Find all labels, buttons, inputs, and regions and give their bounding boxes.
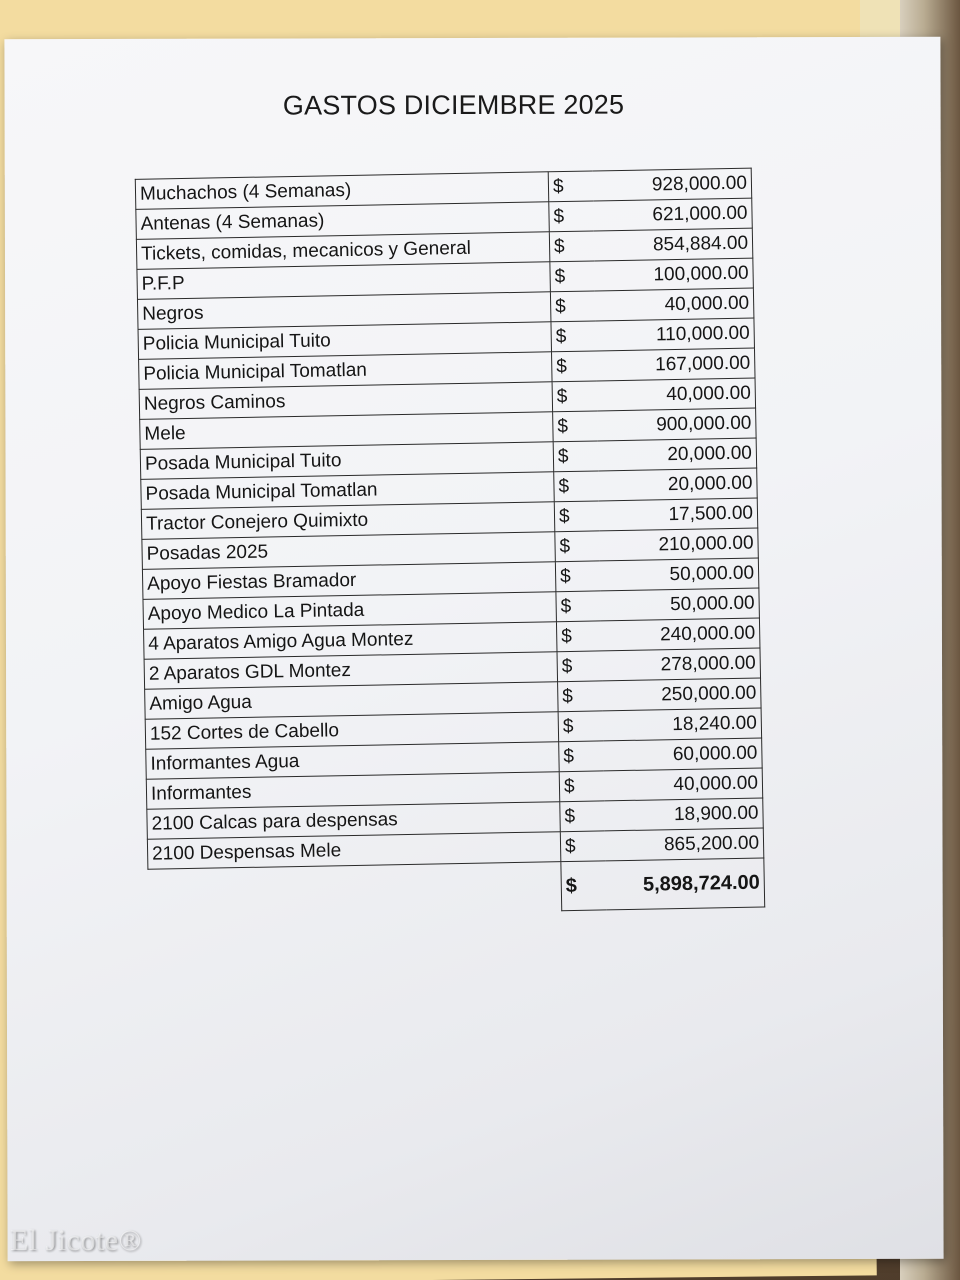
expense-amount: 278,000.00 [601, 648, 760, 681]
currency-symbol: $ [558, 711, 603, 742]
folder-tab [860, 0, 900, 40]
expense-concept: P.F.P [137, 262, 550, 300]
currency-symbol: $ [552, 381, 597, 412]
expense-concept: Amigo Agua [145, 682, 558, 720]
expense-concept: Informantes [146, 772, 559, 810]
expense-amount: 210,000.00 [599, 528, 758, 561]
expense-concept: Policia Municipal Tuito [138, 322, 551, 360]
currency-symbol: $ [550, 291, 595, 322]
expense-amount: 110,000.00 [595, 318, 754, 351]
expense-amount: 240,000.00 [601, 618, 760, 651]
expense-concept: Negros Caminos [139, 382, 552, 420]
expense-amount: 18,900.00 [604, 798, 763, 831]
expense-concept: Informantes Agua [146, 742, 559, 780]
currency-symbol: $ [556, 591, 601, 622]
expense-table [135, 168, 765, 919]
expense-concept: Tickets, comidas, mecanicos y General [136, 232, 549, 270]
currency-symbol: $ [549, 231, 594, 262]
expense-concept: Negros [137, 292, 550, 330]
expense-amount: 250,000.00 [602, 678, 761, 711]
expense-concept: Posada Municipal Tomatlan [141, 472, 554, 510]
currency-symbol: $ [551, 321, 596, 352]
expense-concept: Antenas (4 Semanas) [136, 202, 549, 240]
total-amount: 5,898,724.00 [605, 858, 764, 910]
currency-symbol: $ [548, 171, 593, 202]
expense-amount: 50,000.00 [600, 558, 759, 591]
total-currency-symbol: $ [561, 861, 606, 911]
currency-symbol: $ [559, 771, 604, 802]
currency-symbol: $ [555, 531, 600, 562]
currency-symbol: $ [552, 351, 597, 382]
expense-concept: Mele [140, 412, 553, 450]
currency-symbol: $ [550, 261, 595, 292]
expense-amount: 50,000.00 [600, 588, 759, 621]
expense-concept: 2100 Despensas Mele [147, 832, 560, 870]
expense-concept: 2 Aparatos GDL Montez [144, 652, 557, 690]
total-spacer [148, 862, 562, 919]
expense-amount: 928,000.00 [593, 168, 752, 201]
expense-amount: 40,000.00 [604, 768, 763, 801]
expense-table-wrapper [135, 168, 760, 919]
currency-symbol: $ [554, 501, 599, 532]
currency-symbol: $ [555, 561, 600, 592]
expense-amount: 900,000.00 [597, 408, 756, 441]
expense-amount: 854,884.00 [594, 228, 753, 261]
currency-symbol: $ [560, 831, 605, 862]
expense-concept: 152 Cortes de Cabello [145, 712, 558, 750]
expense-concept: Muchachos (4 Semanas) [135, 172, 548, 210]
expense-amount: 40,000.00 [595, 288, 754, 321]
expense-amount: 621,000.00 [593, 198, 752, 231]
currency-symbol: $ [558, 681, 603, 712]
expense-sheet [4, 37, 943, 1261]
currency-symbol: $ [559, 741, 604, 772]
expense-amount: 167,000.00 [596, 348, 755, 381]
watermark-logo: El Jicote® [10, 1224, 142, 1257]
expense-concept: Tractor Conejero Quimixto [141, 502, 554, 540]
currency-symbol: $ [557, 651, 602, 682]
expense-amount: 40,000.00 [597, 378, 756, 411]
expense-concept: 2100 Calcas para despensas [147, 802, 560, 840]
expense-amount: 18,240.00 [603, 708, 762, 741]
expense-concept: 4 Aparatos Amigo Agua Montez [144, 622, 557, 660]
expense-amount: 20,000.00 [598, 438, 757, 471]
expense-amount: 17,500.00 [599, 498, 758, 531]
expense-amount: 100,000.00 [594, 258, 753, 291]
expense-amount: 865,200.00 [605, 828, 764, 861]
expense-concept: Apoyo Medico La Pintada [143, 592, 556, 630]
expense-concept: Posadas 2025 [142, 532, 555, 570]
expense-amount: 20,000.00 [598, 468, 757, 501]
currency-symbol: $ [549, 201, 594, 232]
currency-symbol: $ [554, 471, 599, 502]
currency-symbol: $ [560, 801, 605, 832]
expense-concept: Policia Municipal Tomatlan [139, 352, 552, 390]
currency-symbol: $ [553, 411, 598, 442]
expense-concept: Posada Municipal Tuito [140, 442, 553, 480]
currency-symbol: $ [553, 441, 598, 472]
expense-amount: 60,000.00 [603, 738, 762, 771]
document-title: GASTOS DICIEMBRE 2025 [282, 89, 625, 121]
currency-symbol: $ [556, 621, 601, 652]
expense-concept: Apoyo Fiestas Bramador [142, 562, 555, 600]
